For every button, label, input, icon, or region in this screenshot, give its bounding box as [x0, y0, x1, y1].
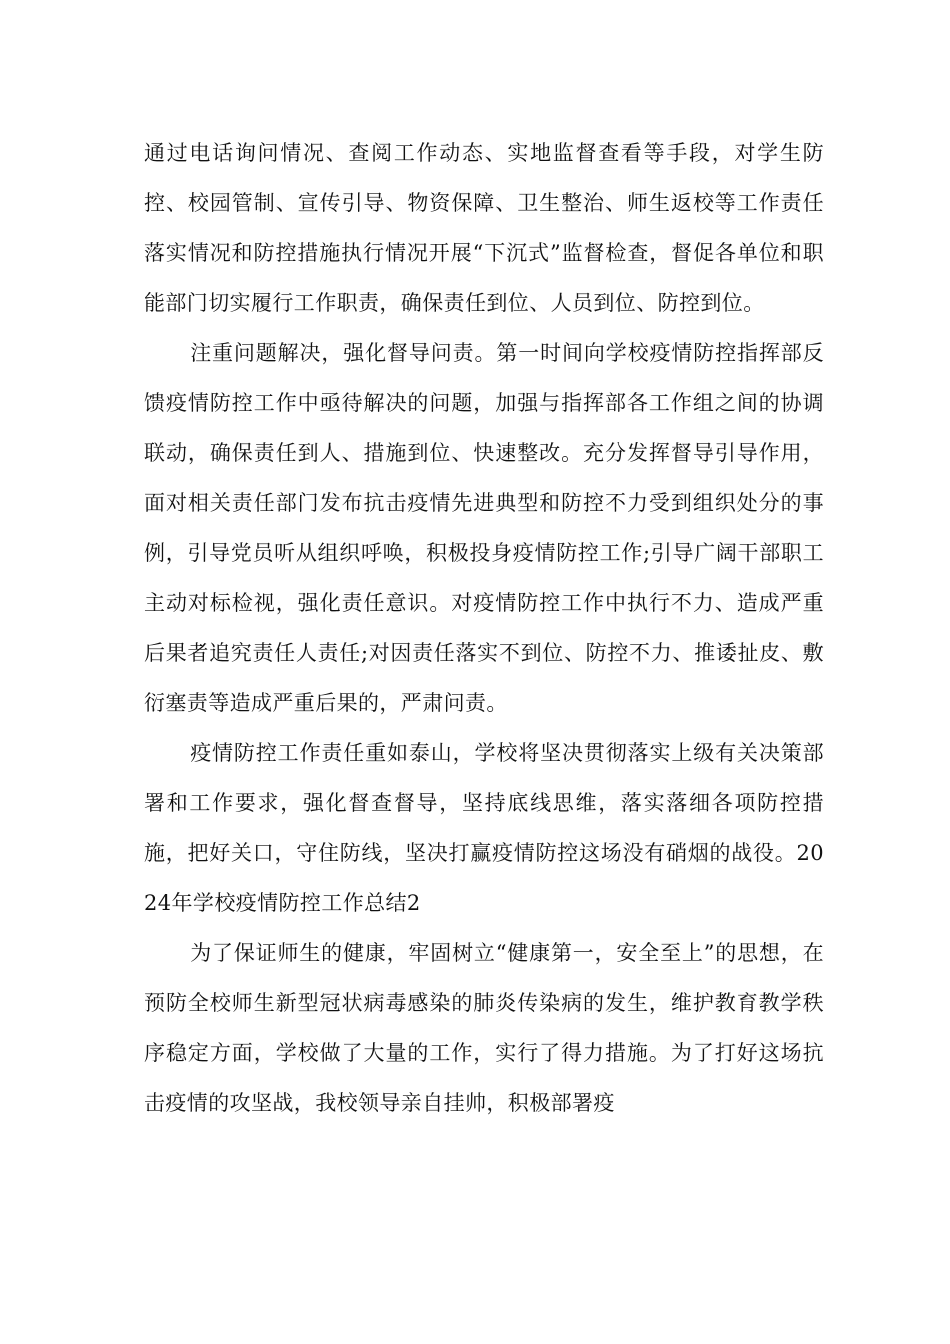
- document-body: [144, 128, 824, 1128]
- paragraph-problem-solving: 注重问题解决，强化督导问责。第一时间向学校疫情防控指挥部反馈疫情防控工作中亟待解决的问题，加强与指挥部各工作组之间的协调联动，确保责任到人、措施到位、快速整改。充分发挥督导引导作用，面对相关责任部门发布抗击疫情先进典型和防控不力受到组织处分的事例，引导党员听从组织呼唤，积极投身疫情防控工作;引导广阔干部职工主动对标检视，强化责任意识。对疫情防控工作中执行不力、造成严重后果者追究责任人责任;对因责任落实不到位、防控不力、推诿扯皮、敷衍塞责等造成严重后果的，严肃问责。: [144, 341, 824, 715]
- paragraph-summary-2-intro: 为了保证师生的健康，牢固树立“健康第一，安全至上”的思想，在预防全校师生新型冠状病毒感染的肺炎传染病的发生，维护教育教学秩序稳定方面，学校做了大量的工作，实行了得力措施。为了打好这场抗击疫情的攻坚战，我校领导亲自挂帅，积极部署疫: [144, 941, 824, 1115]
- paragraph-continued: 通过电话询问情况、查阅工作动态、实地监督查看等手段，对学生防控、校园管制、宣传引导、物资保障、卫生整治、师生返校等工作责任落实情况和防控措施执行情况开展“下沉式”监督检查，督促各单位和职能部门切实履行工作职责，确保责任到位、人员到位、防控到位。: [144, 141, 824, 315]
- paragraph-conclusion: 疫情防控工作责任重如泰山，学校将坚决贯彻落实上级有关决策部署和工作要求，强化督查督导，坚持底线思维，落实落细各项防控措施，把好关口，守住防线，坚决打赢疫情防控这场没有硝烟的战役。2024年学校疫情防控工作总结2: [144, 741, 824, 915]
